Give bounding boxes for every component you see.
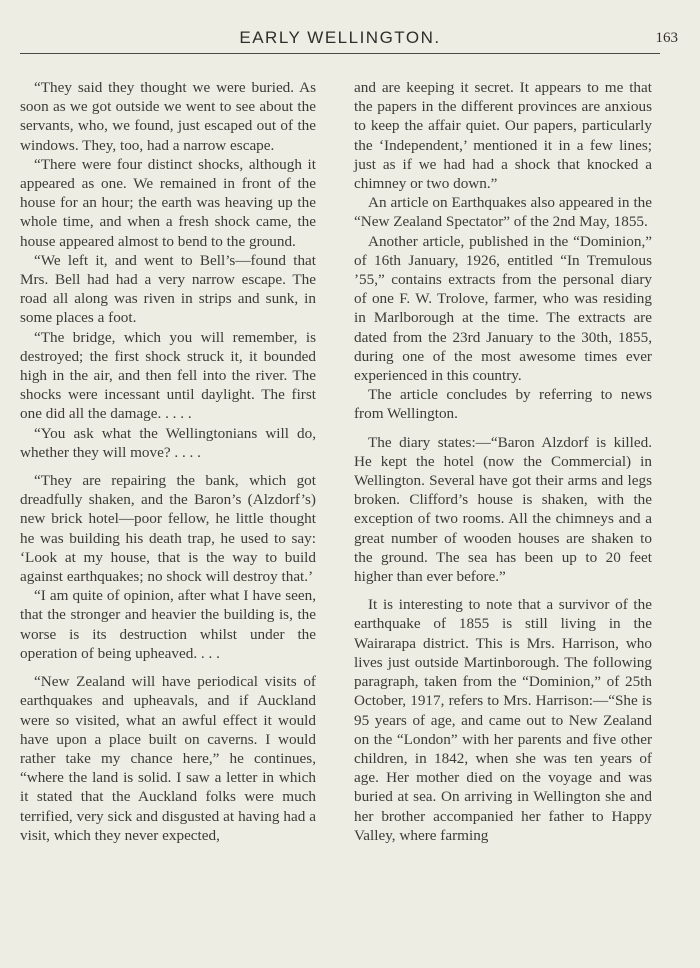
paragraph: The article concludes by referring to news from Wellington. (354, 386, 652, 423)
page-number: 163 (655, 30, 678, 46)
paragraph: “There were four distinct shocks, although it appeared as one. We remained in front of the house for an hour; the earth was heaving up the whole time, and when a fresh shock came, the house appeared almost to bend to the ground. (20, 155, 316, 250)
paragraph: “New Zealand will have periodical visits of earthquakes and upheavals, and if Auckland were so visited, what an awful effect it would have upon a place built on caverns. I would rather take my chance here,” he continues, “where the land is solid. I saw a letter in which it stated that the Auckland folks were much terrified, very sick and disgusted at having had a visit, which they never expected, (20, 673, 316, 844)
paragraph: “They said they thought we were buried. As soon as we got outside we went to see about the servants, who, we found, just escaped out of the windows. They, too, had a narrow escape. (20, 79, 316, 154)
page-header (20, 28, 678, 52)
paragraph: Another article, published in the “Dominion,” of 16th January, 1926, entitled “In Tremulous ’55,” contains extracts from the personal diary of one F. W. Trolove, farmer, who was residing in Marlborough at the time. The extracts are dated from the 23rd January to the 30th, 1855, during one of the most awesome times ever experienced in this country. (354, 232, 652, 385)
paragraph: An article on Earthquakes also appeared in the “New Zealand Spectator” of the 2nd May, 1855. (354, 194, 652, 231)
paragraph: “The bridge, which you will remember, is destroyed; the first shock struck it, it bounded high in the air, and then fell into the river. The shocks were incessant until daylight. The first one did all the damage. . . . . (20, 328, 316, 423)
paragraph: The diary states:—“Baron Alzdorf is killed. He kept the hotel (now the Commercial) in Wellington. Several have got their arms and legs broken. Clifford’s house is shaken, with the exception of two rooms. All the chimneys and a great number of wooden houses are shaken to the ground. The sea has been up to 20 feet higher than ever before.” (354, 433, 652, 586)
paragraph: “We left it, and went to Bell’s—found that Mrs. Bell had had a very narrow escape. The road all along was riven in strips and sunk, in some places a foot. (20, 251, 316, 327)
left-column (20, 78, 316, 845)
paragraph: and are keeping it secret. It appears to me that the papers in the different provinces are anxious to keep the affair quiet. Our papers, particularly the ‘Independent,’ mentioned it in a few lines; just as if we had had a shock that knocked a chimney or two down.” (354, 79, 652, 193)
paragraph: “I am quite of opinion, after what I have seen, that the stronger and heavier the building is, the worse is its destruction whilst under the operation of being upheaved. . . . (20, 587, 316, 662)
running-title: EARLY WELLINGTON. (239, 28, 441, 47)
header-rule (20, 53, 660, 54)
right-column (354, 78, 652, 845)
paragraph: “They are repairing the bank, which got dreadfully shaken, and the Baron’s (Alzdorf’s) new brick hotel—poor fellow, he little thought he was building his death trap, he used to say: ‘Look at my house, that is the way to build against earthquakes; no shock will destroy that.’ (20, 472, 316, 586)
paragraph: It is interesting to note that a survivor of the earthquake of 1855 is still living in the Wairarapa district. This is Mrs. Harrison, who lives just outside Martinborough. The following paragraph, taken from the “Dominion,” of 25th October, 1917, refers to Mrs. Harrison:—“She is 95 years of age, and came out to New Zealand on the “London” with her parents and five other children, in 1842, when she was ten years of age. Her mother died on the voyage and was buried at sea. On arriving in Wellington she and her brother accompanied her father to Happy Valley, where farming (354, 596, 652, 844)
paragraph: “You ask what the Wellingtonians will do, whether they will move? . . . . (20, 424, 316, 461)
